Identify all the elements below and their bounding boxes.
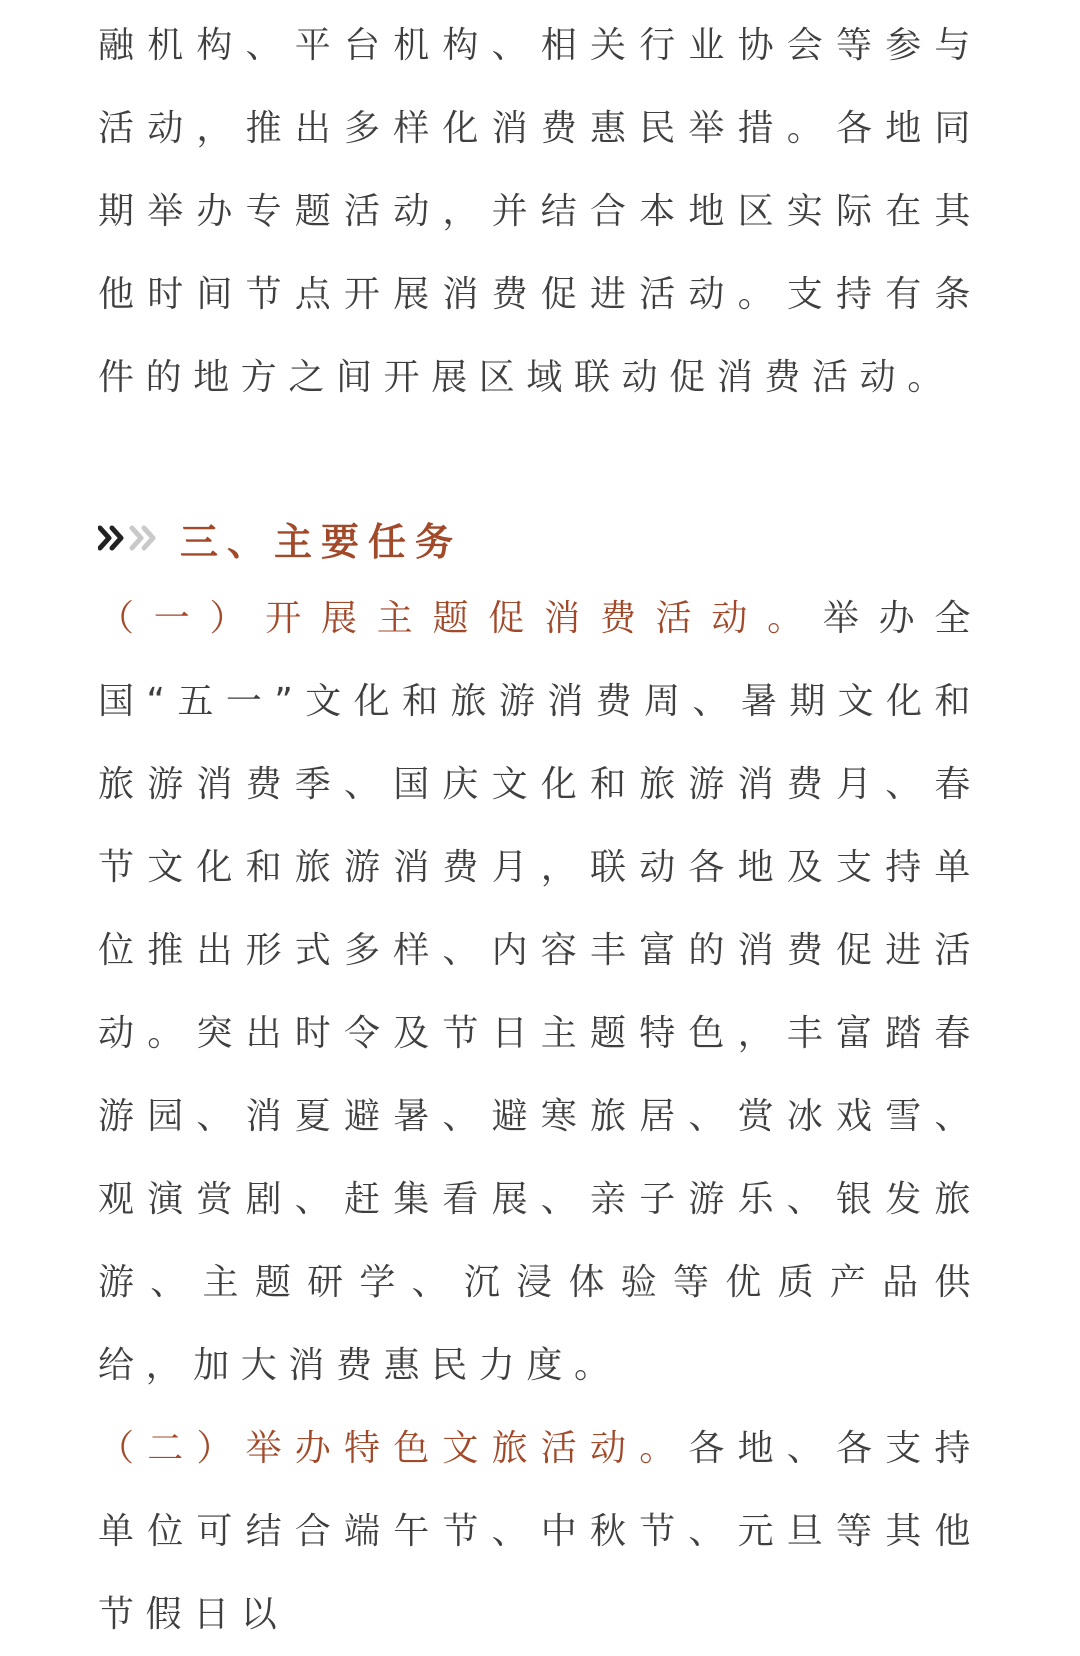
task-item-2 [98, 1407, 982, 1656]
article-body [98, 0, 982, 1656]
chevron-arrows-graphic [98, 524, 166, 552]
task-item-1-label: （一）开展主题促消费活动。 [98, 598, 823, 639]
intro-paragraph: 融机构、平台机构、相关行业协会等参与活动，推出多样化消费惠民举措。各地同期举办专题活动，并结合本地区实际在其他时间节点开展消费促进活动。支持有条件的地方之间开展区域联动促消费活动。 [98, 25, 982, 398]
section-heading [98, 499, 982, 577]
task-item-2-body: 各地、各支持单位可结合端午节、中秋节、元旦等其他节假日以 [98, 1428, 983, 1635]
task-item-1-body: 举办全国“五一”文化和旅游消费周、暑期文化和旅游消费季、国庆文化和旅游消费月、春节文化和旅游消费月，联动各地及支持单位推出形式多样、内容丰富的消费促进活动。突出时令及节日主题特色，丰富踏春游园、消夏避暑、避寒旅居、赏冰戏雪、观演赏剧、赶集看展、亲子游乐、银发旅游、主题研学、沉浸体验等优质产品供给，加大消费惠民力度。 [98, 598, 982, 1386]
section-title: 三、主要任务 [180, 519, 463, 564]
double-chevron-arrows-icon [98, 518, 166, 558]
task-item-2-label: （二）举办特色文旅活动。 [98, 1428, 689, 1469]
task-item-1 [98, 577, 982, 1407]
